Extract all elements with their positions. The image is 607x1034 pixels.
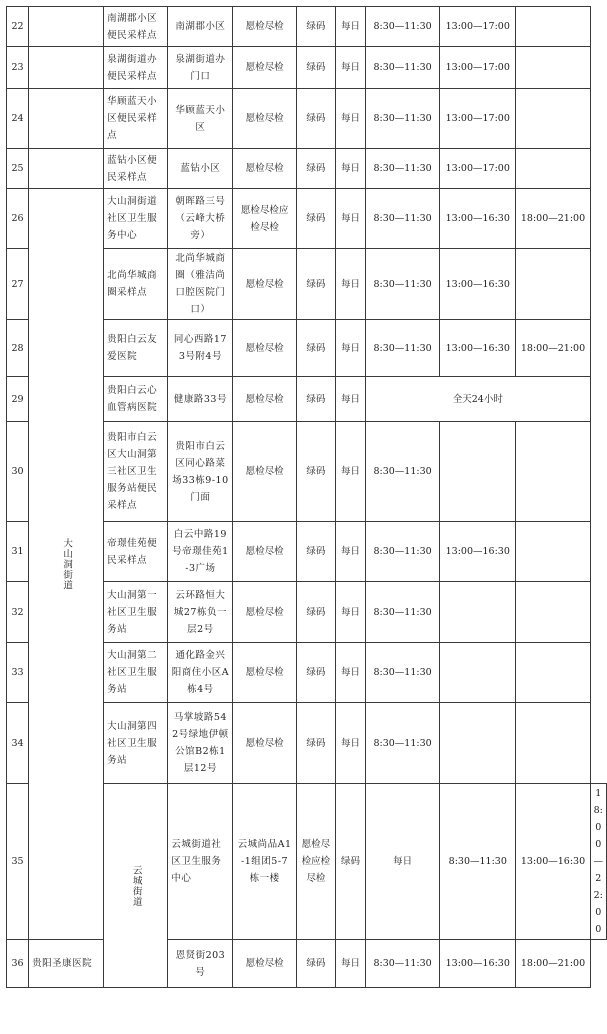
row-number: 24	[7, 89, 29, 149]
morning-hours: 8:30—11:30	[366, 149, 440, 189]
code-requirement: 绿码	[296, 47, 335, 89]
row-number: 36	[7, 940, 29, 988]
street-yuncheng: 云城街道	[104, 784, 168, 988]
morning-hours: 8:30—11:30	[366, 522, 440, 582]
service-days: 每日	[335, 47, 365, 89]
row-number: 33	[7, 643, 29, 703]
site-address: 朝晖路三号（云峰大桥旁）	[168, 189, 233, 249]
code-requirement: 绿码	[296, 703, 335, 784]
evening-hours	[516, 703, 590, 784]
code-requirement: 绿码	[296, 582, 335, 643]
table-row	[7, 149, 607, 189]
testing-type: 愿检尽检	[233, 47, 296, 89]
row-number: 25	[7, 149, 29, 189]
service-days: 每日	[335, 582, 365, 643]
morning-hours: 8:30—11:30	[366, 582, 440, 643]
service-days: 每日	[366, 784, 440, 940]
afternoon-hours: 13:00—17:00	[440, 89, 516, 149]
site-name: 贵阳白云友爱医院	[104, 320, 168, 377]
site-name: 云城街道社区卫生服务中心	[168, 784, 233, 940]
street-cell-upper	[29, 7, 104, 47]
service-days: 每日	[335, 377, 365, 422]
morning-hours: 8:30—11:30	[366, 940, 440, 988]
site-address: 白云中路19号帝璟佳苑1-3广场	[168, 522, 233, 582]
street-cell-upper	[29, 149, 104, 189]
service-days: 每日	[335, 320, 365, 377]
row-number: 26	[7, 189, 29, 249]
code-requirement: 绿码	[296, 940, 335, 988]
service-days: 每日	[335, 7, 365, 47]
service-days: 每日	[335, 643, 365, 703]
table-row	[7, 89, 607, 149]
morning-hours: 8:30—11:30	[440, 784, 516, 940]
street-dashandong: 大山洞街道	[29, 189, 104, 940]
evening-hours: 18:00—21:00	[516, 940, 590, 988]
evening-hours: 18:00—21:00	[516, 189, 590, 249]
site-name: 华顾蓝天小区便民采样点	[104, 89, 168, 149]
site-address: 马掌坡路542号绿地伊顿公馆B2栋1层12号	[168, 703, 233, 784]
evening-hours	[516, 149, 590, 189]
site-address: 华顾蓝天小区	[168, 89, 233, 149]
site-name: 北尚华城商圈采样点	[104, 249, 168, 320]
testing-type: 愿检尽检	[233, 703, 296, 784]
site-name: 大山洞第二社区卫生服务站	[104, 643, 168, 703]
testing-type: 愿检尽检应检尽检	[296, 784, 335, 940]
site-address: 云城尚品A1-1组团5-7栋一楼	[233, 784, 296, 940]
evening-hours	[516, 249, 590, 320]
site-address: 南湖郡小区	[168, 7, 233, 47]
evening-hours: 18:00—21:00	[516, 320, 590, 377]
testing-type: 愿检尽检	[233, 522, 296, 582]
testing-type: 愿检尽检	[233, 582, 296, 643]
row-number: 23	[7, 47, 29, 89]
evening-hours	[516, 47, 590, 89]
evening-hours	[516, 422, 590, 522]
service-days: 每日	[335, 422, 365, 522]
testing-type: 愿检尽检	[233, 320, 296, 377]
service-days: 每日	[335, 89, 365, 149]
site-name: 南湖郡小区便民采样点	[104, 7, 168, 47]
evening-hours	[516, 522, 590, 582]
morning-hours: 8:30—11:30	[366, 89, 440, 149]
code-requirement: 绿码	[296, 377, 335, 422]
service-days: 每日	[335, 522, 365, 582]
table-row	[7, 940, 607, 988]
code-requirement: 绿码	[335, 784, 365, 940]
afternoon-hours: 13:00—16:30	[516, 784, 590, 940]
afternoon-hours: 13:00—17:00	[440, 47, 516, 89]
service-days: 每日	[335, 703, 365, 784]
evening-hours	[516, 643, 590, 703]
site-address: 恩贤街203号	[168, 940, 233, 988]
table-row	[7, 7, 607, 47]
code-requirement: 绿码	[296, 149, 335, 189]
afternoon-hours: 13:00—16:30	[440, 189, 516, 249]
table-row	[7, 47, 607, 89]
street-cell-upper	[29, 47, 104, 89]
testing-type: 愿检尽检	[233, 149, 296, 189]
service-days: 每日	[335, 189, 365, 249]
site-name: 泉湖街道办便民采样点	[104, 47, 168, 89]
site-address: 健康路33号	[168, 377, 233, 422]
afternoon-hours: 13:00—16:30	[440, 940, 516, 988]
afternoon-hours: 13:00—17:00	[440, 149, 516, 189]
code-requirement: 绿码	[296, 320, 335, 377]
row-number: 30	[7, 422, 29, 522]
site-name: 大山洞街道社区卫生服务中心	[104, 189, 168, 249]
row-number: 28	[7, 320, 29, 377]
table-row	[7, 189, 607, 249]
site-name: 大山洞第一社区卫生服务站	[104, 582, 168, 643]
service-days: 每日	[335, 249, 365, 320]
site-address: 通化路金兴阳商住小区A栋4号	[168, 643, 233, 703]
code-requirement: 绿码	[296, 7, 335, 47]
testing-sites-table	[6, 6, 607, 988]
site-address: 同心西路173号附4号	[168, 320, 233, 377]
site-address: 泉湖街道办门口	[168, 47, 233, 89]
testing-type: 愿检尽检应检尽检	[233, 189, 296, 249]
code-requirement: 绿码	[296, 249, 335, 320]
site-name: 贵阳白云心血管病医院	[104, 377, 168, 422]
evening-hours	[516, 7, 590, 47]
all-day-hours: 全天24小时	[366, 377, 590, 422]
morning-hours: 8:30—11:30	[366, 703, 440, 784]
testing-type: 愿检尽检	[233, 89, 296, 149]
testing-type: 愿检尽检	[233, 7, 296, 47]
row-number: 27	[7, 249, 29, 320]
afternoon-hours: 13:00—17:00	[440, 7, 516, 47]
morning-hours: 8:30—11:30	[366, 320, 440, 377]
morning-hours: 8:30—11:30	[366, 422, 440, 522]
service-days: 每日	[335, 940, 365, 988]
code-requirement: 绿码	[296, 89, 335, 149]
row-number: 35	[7, 784, 29, 940]
site-name: 蓝钻小区便民采样点	[104, 149, 168, 189]
testing-type: 愿检尽检	[233, 422, 296, 522]
row-number: 34	[7, 703, 29, 784]
testing-type: 愿检尽检	[233, 249, 296, 320]
afternoon-hours: 13:00—16:30	[440, 320, 516, 377]
site-name: 贵阳圣康医院	[29, 940, 104, 988]
evening-hours: 18:00—22:00	[590, 784, 607, 940]
afternoon-hours: 13:00—16:30	[440, 249, 516, 320]
street-cell-upper	[29, 89, 104, 149]
afternoon-hours	[440, 643, 516, 703]
site-name: 大山洞第四社区卫生服务站	[104, 703, 168, 784]
morning-hours: 8:30—11:30	[366, 47, 440, 89]
morning-hours: 8:30—11:30	[366, 7, 440, 47]
row-number: 31	[7, 522, 29, 582]
site-address: 蓝钻小区	[168, 149, 233, 189]
afternoon-hours	[440, 582, 516, 643]
testing-type: 愿检尽检	[233, 940, 296, 988]
afternoon-hours	[440, 703, 516, 784]
code-requirement: 绿码	[296, 422, 335, 522]
row-number: 32	[7, 582, 29, 643]
site-name: 帝璟佳苑便民采样点	[104, 522, 168, 582]
row-number: 29	[7, 377, 29, 422]
service-days: 每日	[335, 149, 365, 189]
site-address: 贵阳市白云区同心路菜场33栋9-10门面	[168, 422, 233, 522]
code-requirement: 绿码	[296, 189, 335, 249]
evening-hours	[516, 582, 590, 643]
morning-hours: 8:30—11:30	[366, 643, 440, 703]
site-address: 北尚华城商圈（雅洁尚口腔医院门口）	[168, 249, 233, 320]
site-name: 贵阳市白云区大山洞第三社区卫生服务站便民采样点	[104, 422, 168, 522]
row-number: 22	[7, 7, 29, 47]
testing-type: 愿检尽检	[233, 377, 296, 422]
afternoon-hours: 13:00—16:30	[440, 522, 516, 582]
testing-type: 愿检尽检	[233, 643, 296, 703]
code-requirement: 绿码	[296, 643, 335, 703]
evening-hours	[516, 89, 590, 149]
morning-hours: 8:30—11:30	[366, 189, 440, 249]
morning-hours: 8:30—11:30	[366, 249, 440, 320]
code-requirement: 绿码	[296, 522, 335, 582]
afternoon-hours	[440, 422, 516, 522]
site-address: 云环路恒大城27栋负一层2号	[168, 582, 233, 643]
